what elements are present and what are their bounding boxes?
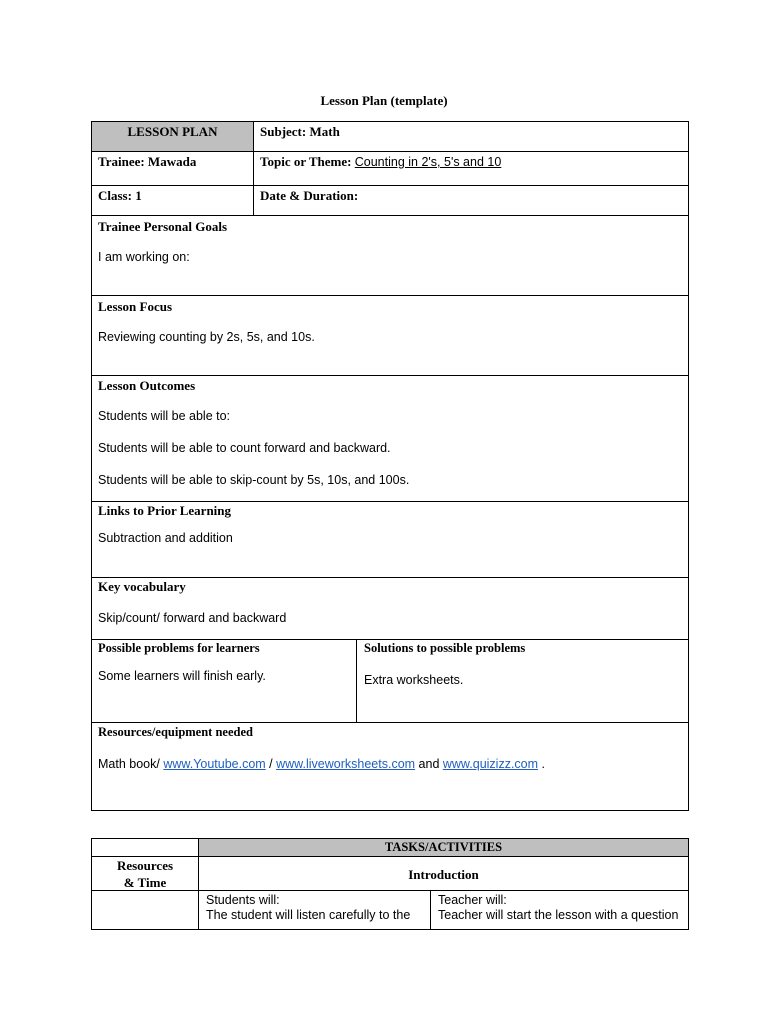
resources-prefix: Math book/ [98, 757, 164, 771]
prior-learning-heading: Links to Prior Learning [98, 503, 232, 518]
goals-heading: Trainee Personal Goals [98, 219, 228, 234]
resources-time-label: Resources [116, 858, 174, 873]
resources-suffix: . [538, 757, 545, 771]
resources-time-label: & Time [123, 875, 167, 890]
document-title: Lesson Plan (template) [320, 93, 448, 108]
problems-text: Some learners will finish early. [98, 669, 266, 683]
date-duration-field: Date & Duration: [260, 188, 359, 203]
introduction-label: Introduction [408, 867, 479, 882]
quizizz-link[interactable]: www.quizizz.com [442, 757, 539, 771]
subject-field: Subject: Math [260, 124, 340, 139]
outcome-line: Students will be able to count forward and backward. [98, 441, 391, 455]
outcomes-heading: Lesson Outcomes [98, 378, 196, 393]
outcome-line: Students will be able to skip-count by 5s, 10s, and 100s. [98, 473, 410, 487]
liveworksheets-link[interactable]: www.liveworksheets.com [276, 757, 416, 771]
resources-sep: / [265, 757, 277, 771]
prior-learning-text: Subtraction and addition [98, 531, 233, 545]
trainee-field: Trainee: Mawada [98, 154, 197, 169]
solutions-text: Extra worksheets. [364, 673, 464, 687]
goals-text: I am working on: [98, 250, 190, 264]
resources-sep: and [415, 757, 443, 771]
topic-label: Topic or Theme: [260, 154, 352, 169]
topic-value: Counting in 2's, 5's and 10 [354, 155, 502, 169]
teacher-will-label: Teacher will: [438, 893, 507, 907]
resources-heading: Resources/equipment needed [98, 725, 253, 739]
tasks-header: TASKS/ACTIVITIES [384, 840, 503, 854]
students-will-label: Students will: [206, 893, 280, 907]
outcome-line: Students will be able to: [98, 409, 231, 423]
class-field: Class: 1 [98, 188, 142, 203]
youtube-link[interactable]: www.Youtube.com [163, 757, 266, 771]
students-will-text: The student will listen carefully to the [206, 908, 411, 922]
solutions-heading: Solutions to possible problems [364, 641, 526, 655]
lesson-plan-label: LESSON PLAN [127, 124, 218, 139]
problems-heading: Possible problems for learners [98, 641, 260, 655]
resources-line [98, 757, 545, 772]
focus-text: Reviewing counting by 2s, 5s, and 10s. [98, 330, 315, 344]
teacher-will-text: Teacher will start the lesson with a question [438, 908, 679, 922]
vocab-heading: Key vocabulary [98, 579, 186, 594]
topic-field [260, 154, 501, 170]
focus-heading: Lesson Focus [98, 299, 173, 314]
vocab-text: Skip/count/ forward and backward [98, 611, 287, 625]
